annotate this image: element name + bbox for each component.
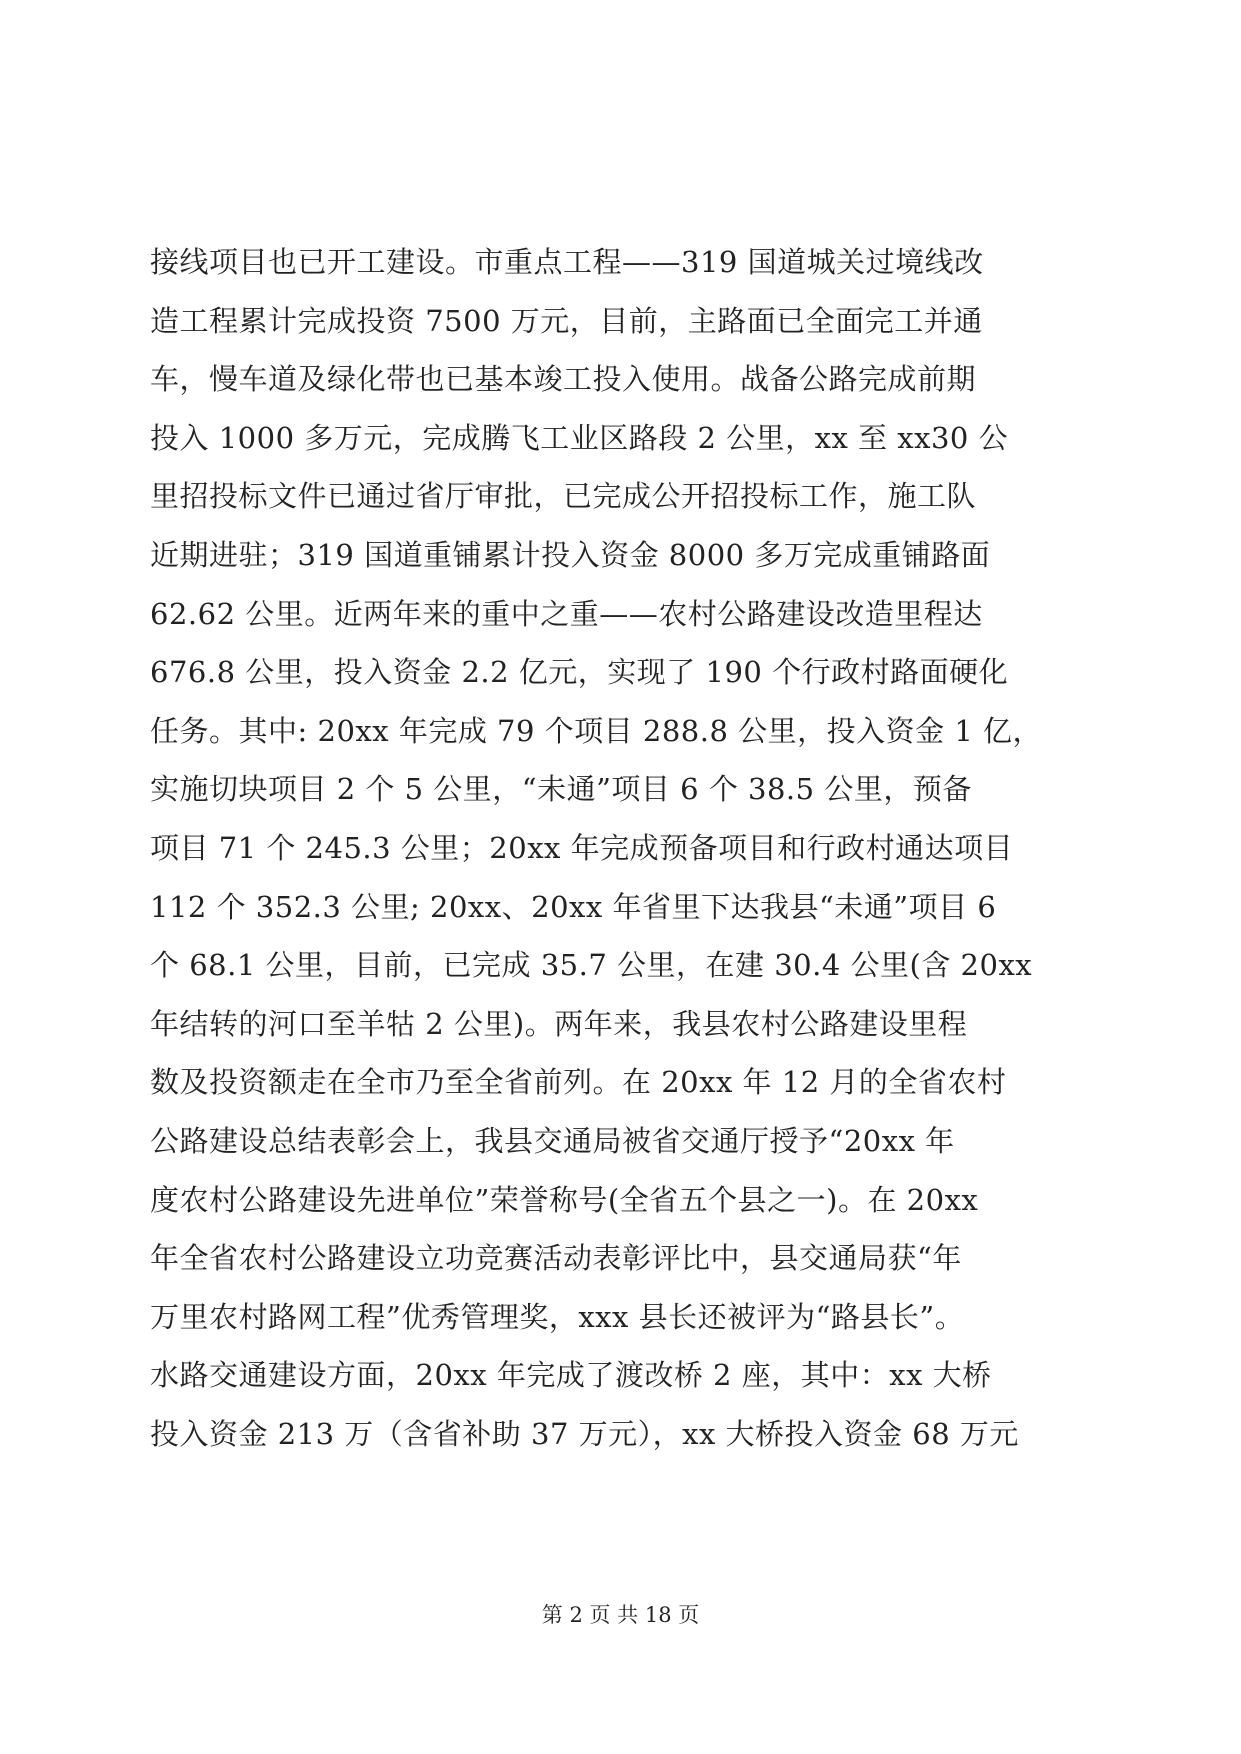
text-line: 车，慢车道及绿化带也已基本竣工投入使用。战备公路完成前期 bbox=[150, 362, 977, 397]
text-line: 接线项目也已开工建设。市重点工程——319 国道城关过境线改 bbox=[150, 245, 984, 279]
text-line: 62.62 公里。近两年来的重中之重——农村公路建设改造里程达 bbox=[150, 596, 983, 631]
body-text bbox=[150, 233, 1090, 1463]
text-line: 近期进驻；319 国道重铺累计投入资金 8000 多万完成重铺路面 bbox=[150, 537, 991, 572]
text-line: 万里农村路网工程”优秀管理奖，xxx 县长还被评为“路县长”。 bbox=[150, 1299, 965, 1334]
text-line: 实施切块项目 2 个 5 公里，“未通”项目 6 个 38.5 公里，预备 bbox=[150, 772, 972, 807]
text-line: 年全省农村公路建设立功竞赛活动表彰评比中，县交通局获“年 bbox=[150, 1241, 962, 1276]
text-line: 造工程累计完成投资 7500 万元，目前，主路面已全面完工并通 bbox=[150, 303, 983, 338]
text-line: 公路建设总结表彰会上，我县交通局被省交通厅授予“20xx 年 bbox=[150, 1123, 955, 1158]
text-line: 度农村公路建设先进单位”荣誉称号(全省五个县之一)。在 20xx bbox=[150, 1182, 979, 1217]
text-line: 年结转的河口至羊牯 2 公里)。两年来，我县农村公路建设里程 bbox=[150, 1006, 968, 1041]
text-line: 投入 1000 多万元，完成腾飞工业区路段 2 公里，xx 至 xx30 公 bbox=[150, 420, 1009, 455]
text-line: 112 个 352.3 公里; 20xx、20xx 年省里下达我县“未通”项目 6 bbox=[150, 889, 997, 924]
text-line: 个 68.1 公里，目前，已完成 35.7 公里，在建 30.4 公里(含 20xx bbox=[150, 948, 1033, 983]
text-line: 项目 71 个 245.3 公里；20xx 年完成预备项目和行政村通达项目 bbox=[150, 830, 1014, 865]
page-number-footer: 第 2 页 共 18 页 bbox=[541, 1603, 700, 1627]
text-line: 676.8 公里，投入资金 2.2 亿元，实现了 190 个行政村路面硬化 bbox=[150, 655, 1009, 690]
text-line: 数及投资额走在全市乃至全省前列。在 20xx 年 12 月的全省农村 bbox=[150, 1065, 1007, 1100]
text-line: 任务。其中: 20xx 年完成 79 个项目 288.8 公里，投入资金 1 亿， bbox=[150, 713, 1043, 748]
text-line: 里招投标文件已通过省厅审批，已完成公开招投标工作，施工队 bbox=[150, 479, 977, 514]
text-line: 投入资金 213 万（含省补助 37 万元），xx 大桥投入资金 68 万元 bbox=[150, 1416, 1019, 1451]
text-line: 水路交通建设方面，20xx 年完成了渡改桥 2 座，其中：xx 大桥 bbox=[150, 1358, 992, 1393]
